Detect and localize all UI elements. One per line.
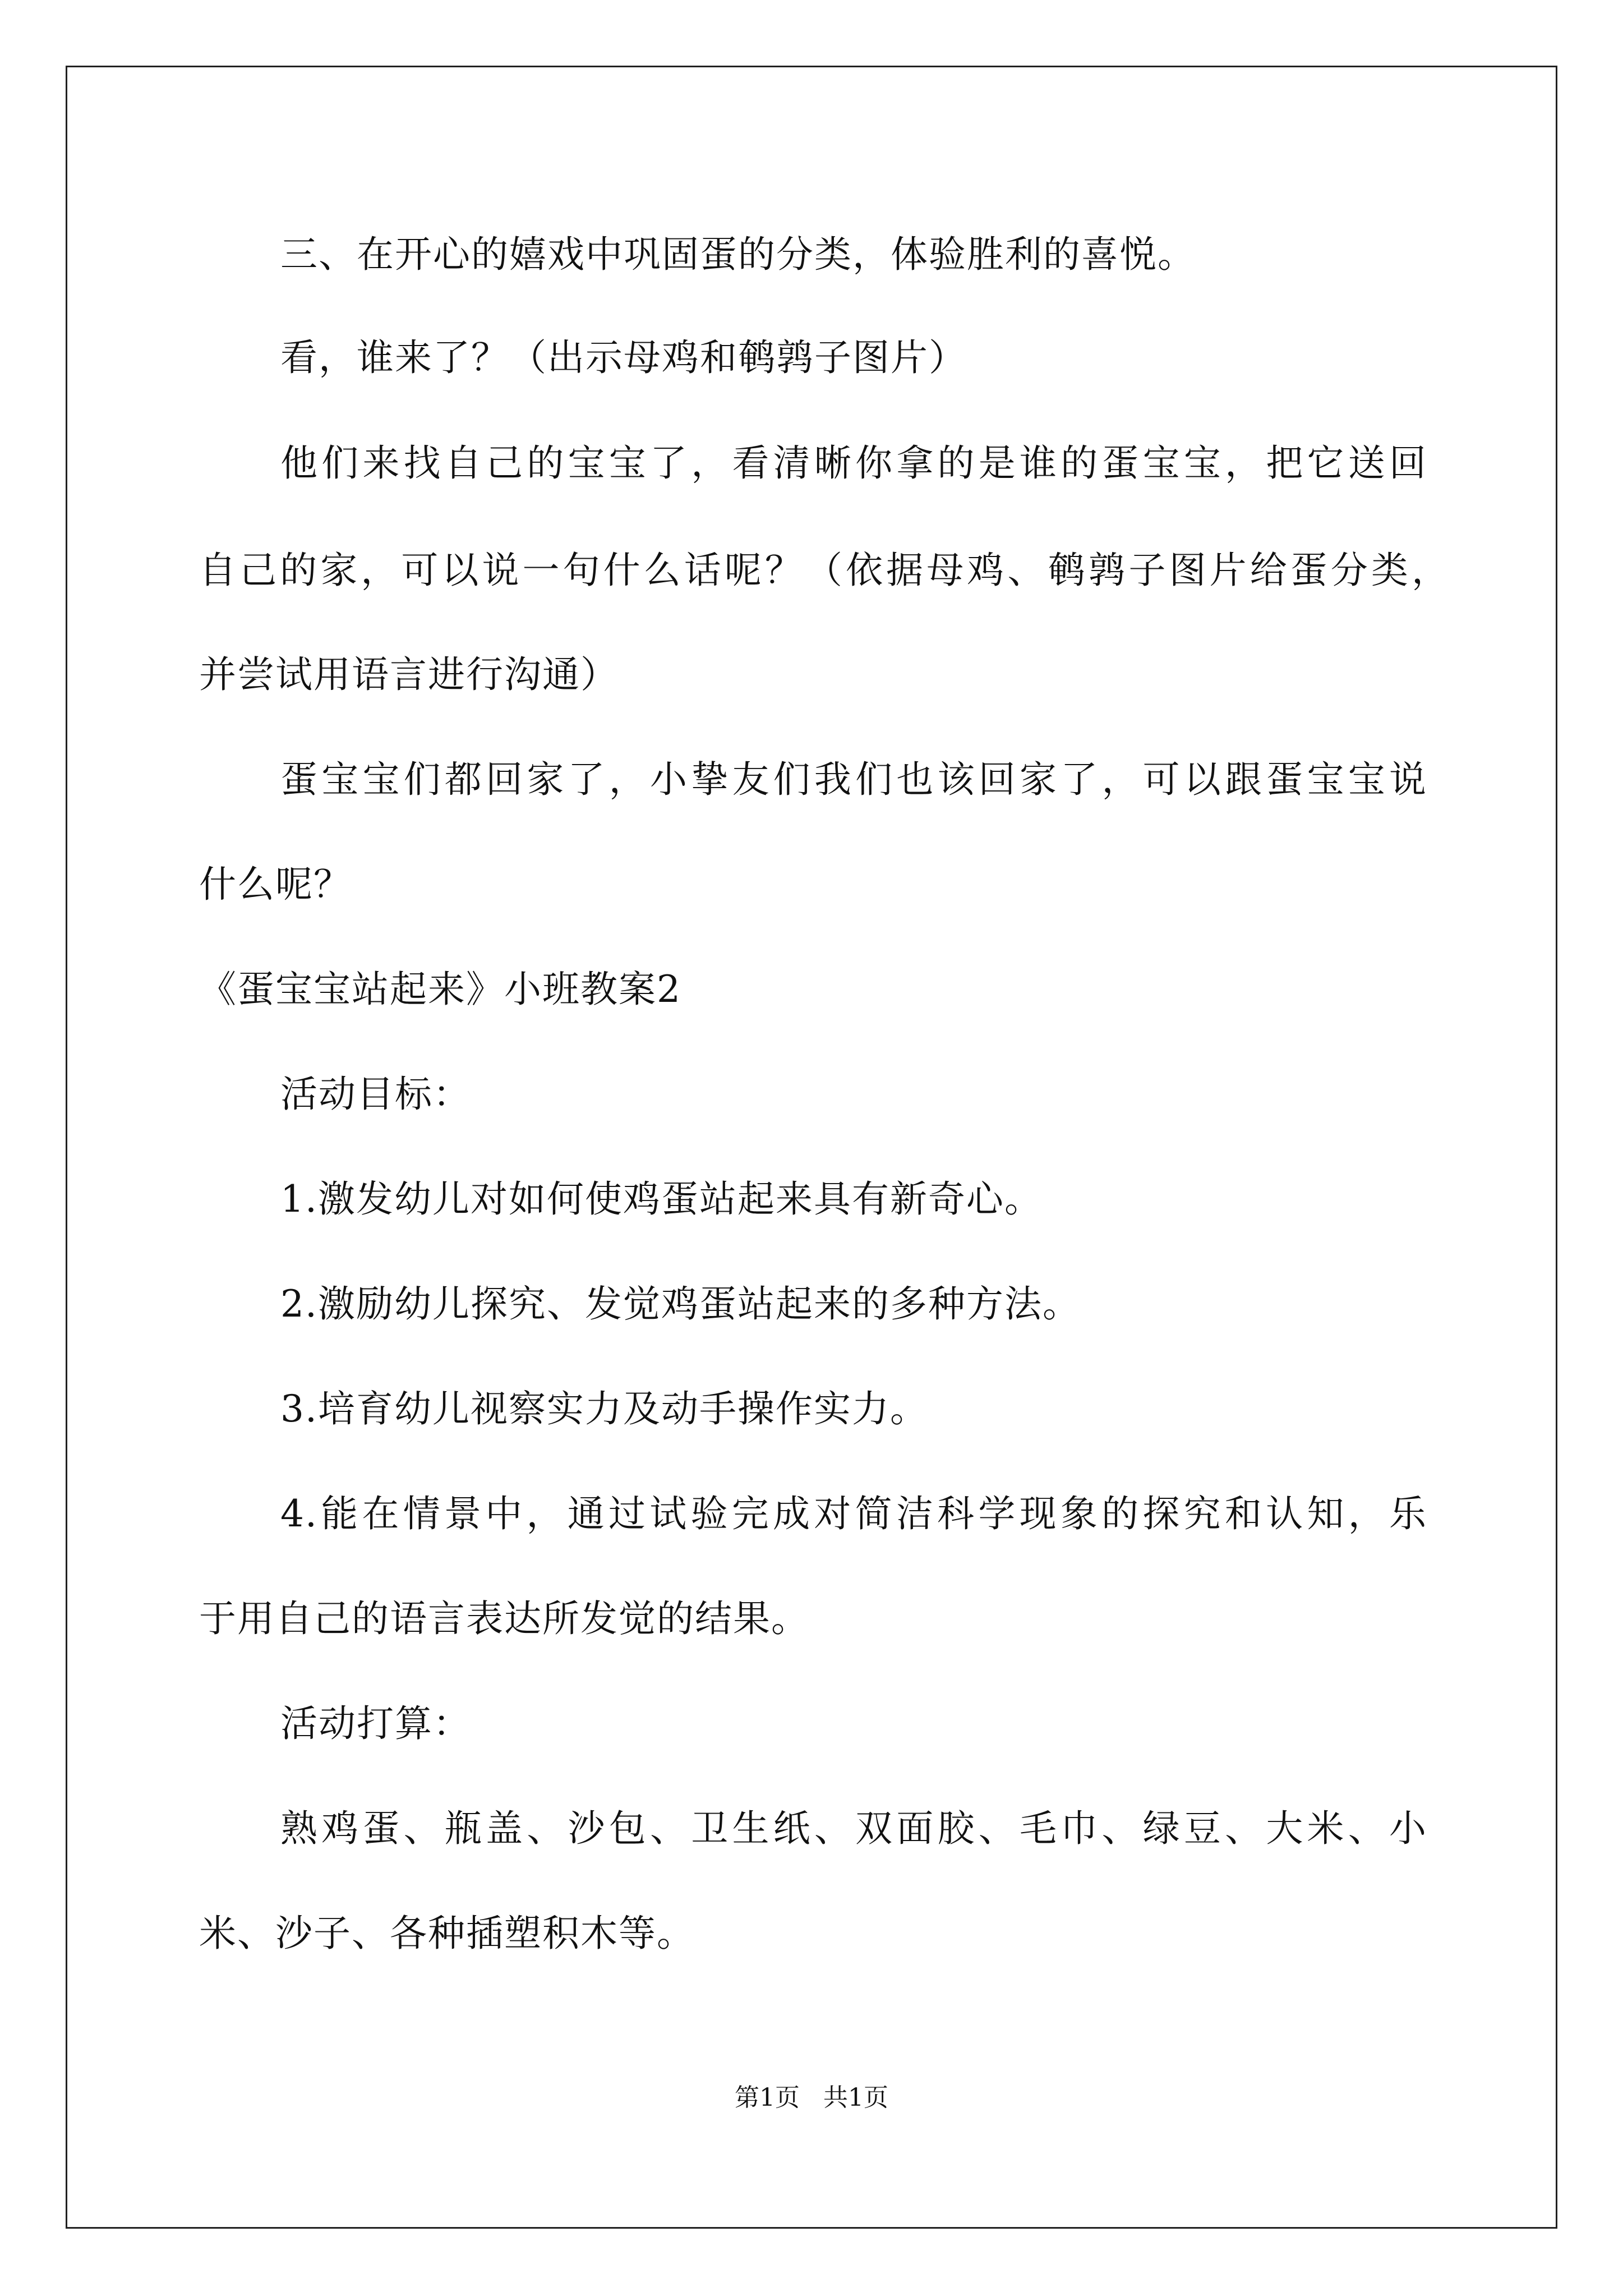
- paragraph-line: 看，谁来了？（出示母鸡和鹌鹑子图片）: [280, 336, 967, 379]
- paragraph-line: 三、在开心的嬉戏中巩固蛋的分类，体验胜利的喜悦。: [280, 233, 1196, 276]
- page-footer: 第1页 共1页: [735, 2083, 888, 2112]
- paragraph-line: 活动目标：: [280, 1073, 471, 1116]
- paragraph-line: 活动打算：: [280, 1702, 471, 1745]
- list-item: 1.激发幼儿对如何使鸡蛋站起来具有新奇心。: [280, 1177, 1043, 1221]
- paragraph-line: 蛋宝宝们都回家了，小挚友们我们也该回家了，可以跟蛋宝宝说: [280, 758, 1427, 801]
- paragraph-line: 并尝试用语言进行沟通）: [199, 653, 619, 696]
- list-item: 4.能在情景中，通过试验完成对简洁科学现象的探究和认知，乐: [280, 1492, 1427, 1535]
- paragraph-line: 于用自己的语言表达所发觉的结果。: [199, 1597, 809, 1640]
- paragraph-line: 米、沙子、各种插塑积木等。: [199, 1912, 695, 1955]
- section-heading: 《蛋宝宝站起来》小班教案2: [199, 968, 681, 1011]
- page-border: [66, 66, 1557, 2229]
- paragraph-line: 什么呢？: [199, 863, 352, 906]
- paragraph-line: 自己的家，可以说一句什么话呢？（依据母鸡、鹌鹑子图片给蛋分类，: [199, 549, 1450, 592]
- paragraph-line: 他们来找自己的宝宝了，看清晰你拿的是谁的蛋宝宝，把它送回: [280, 441, 1427, 485]
- paragraph-line: 熟鸡蛋、瓶盖、沙包、卫生纸、双面胶、毛巾、绿豆、大米、小: [280, 1807, 1427, 1850]
- list-item: 2.激励幼儿探究、发觉鸡蛋站起来的多种方法。: [280, 1282, 1081, 1326]
- list-item: 3.培育幼儿视察实力及动手操作实力。: [280, 1387, 928, 1430]
